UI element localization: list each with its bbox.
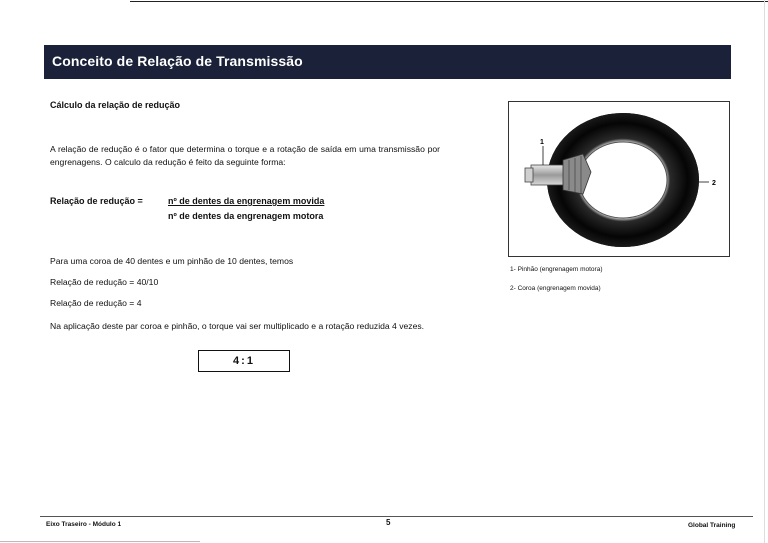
figure-label-1: 1 [540,139,544,146]
example-statement: Para uma coroa de 40 dentes e um pinhão de 10 dentes, temos [50,256,294,266]
application-paragraph: Na aplicação deste par coroa e pinhão, o torque vai ser multiplicado e a rotação reduzida 4 vezes. [50,321,425,331]
crown-gear-bore [579,142,667,218]
figure-caption-2: 2- Coroa (engrenagem movida) [510,285,601,292]
ratio-box: 4:1 [198,350,290,372]
figure-label-2: 2 [712,180,716,187]
formula-label: Relação de redução = [50,196,143,206]
formula-numerator: nº de dentes da engrenagem movida [168,196,325,206]
example-calc-1: Relação de redução = 40/10 [50,277,159,287]
example-calc-2: Relação de redução = 4 [50,298,142,308]
top-rule [130,1,768,2]
intro-paragraph: A relação de redução é o fator que determina o torque e a rotação de saída em uma transmissão por engrenagens. O calculo da redução é feito da seguinte forma: [50,144,440,167]
gear-figure [508,101,730,257]
footer-module: Eixo Traseiro - Módulo 1 [46,521,122,528]
section-title: Cálculo da relação de redução [50,100,181,110]
bottom-rule [0,541,200,542]
footer-rule [40,516,753,517]
figure-caption-1: 1- Pinhão (engrenagem motora) [510,266,603,273]
header-bar [44,45,731,79]
gear-illustration [509,102,731,258]
pinion-shaft [531,165,565,185]
page-title: Conceito de Relação de Transmissão [52,53,303,69]
page-edge [764,0,765,543]
page-number: 5 [386,518,391,527]
footer-brand: Global Training [688,522,736,529]
formula-denominator: nº de dentes da engrenagem motora [168,211,324,221]
pinion-shaft-end [525,168,533,182]
